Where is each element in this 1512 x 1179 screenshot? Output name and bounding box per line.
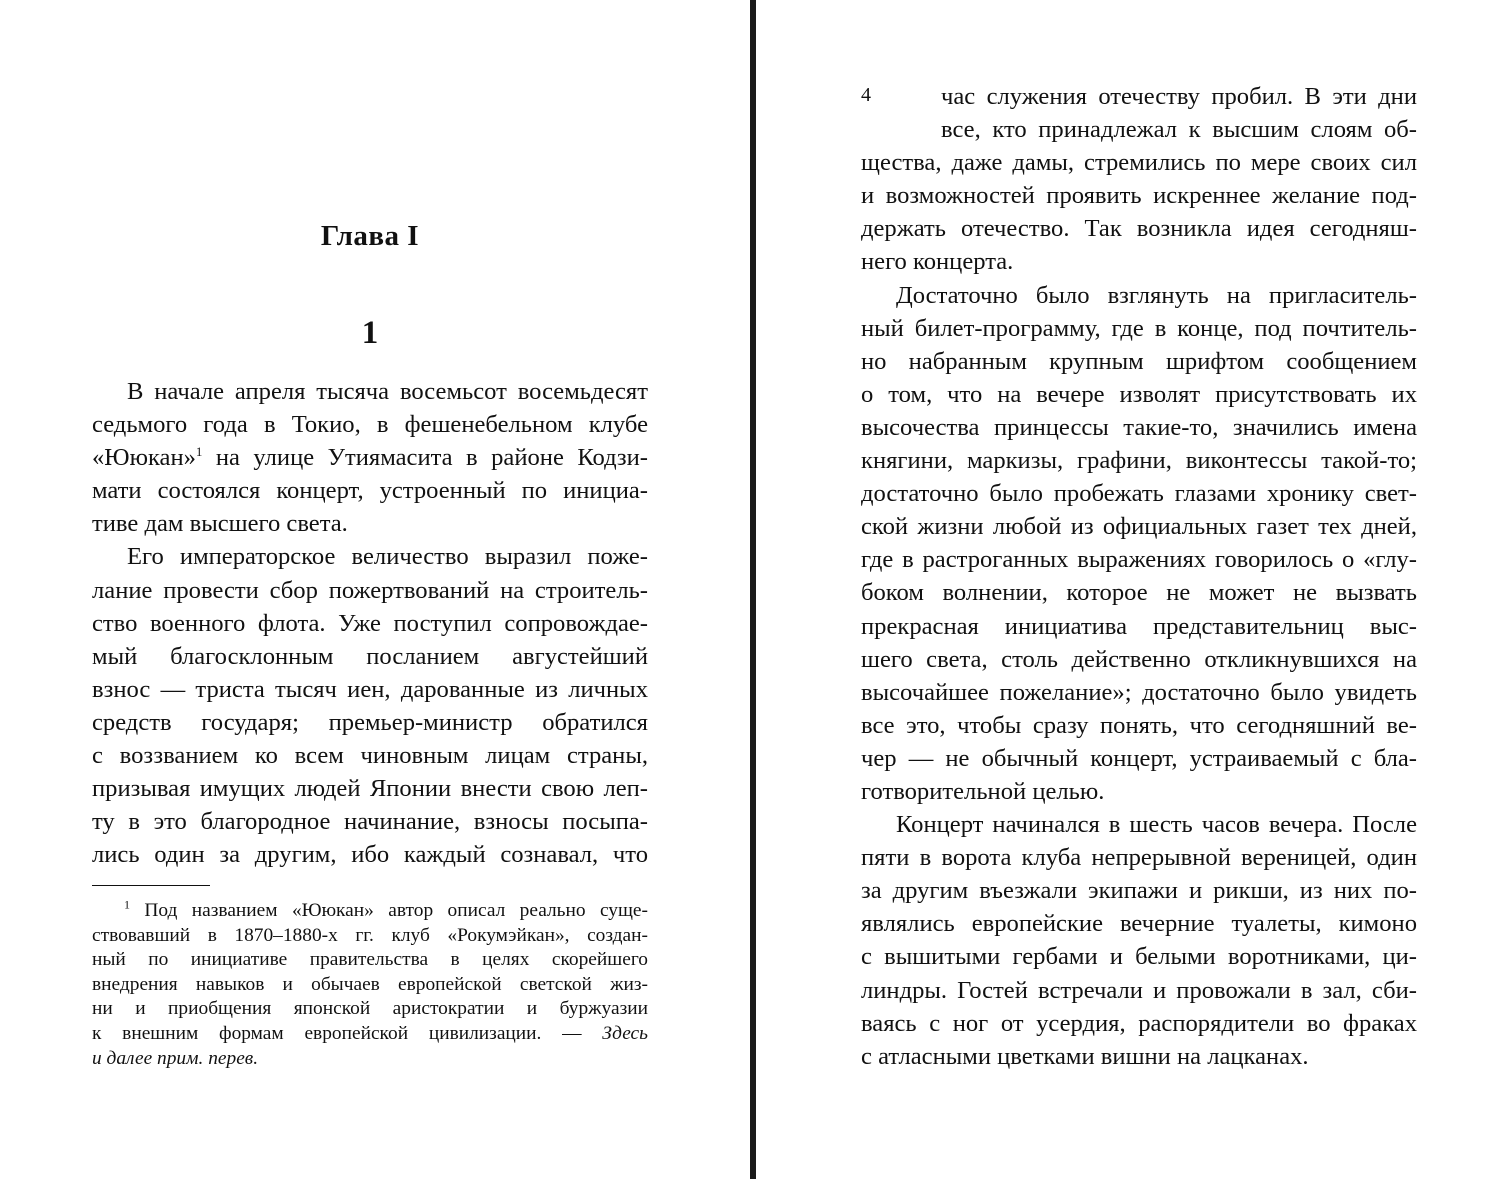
text-line: являлись европейские вечерние туалеты, кимоно [861, 910, 1417, 938]
right-page-body [861, 80, 1417, 1073]
footnote [92, 899, 648, 1071]
text-line: пяти в ворота клуба непрерывной вереницей, один [861, 844, 1417, 872]
left-page-body [92, 375, 648, 871]
right-page [861, 0, 1417, 1179]
text-line: все это, чтобы сразу понять, что сегодняшний ве- [861, 711, 1417, 739]
text-line: где в растроганных выражениях говорилось о «глу- [861, 546, 1417, 574]
text-line: с атласными цветками вишни на лацканах. [861, 1042, 1309, 1070]
text-line: готворительной целью. [861, 777, 1105, 805]
footnote-line: внедрения навыков и обычаев европейской светской жиз- [92, 973, 648, 995]
footnote-italic: Здесь [602, 1022, 648, 1044]
footnote-line: ный по инициативе правительства в целях скорейшего [92, 949, 648, 971]
text-line: Достаточно было взглянуть на пригласитель- [896, 281, 1417, 309]
footnote-line: ни и приобщения японской аристократии и буржуазии [92, 998, 648, 1020]
paragraph-1 [92, 375, 648, 540]
text-line: княгини, маркизы, графини, виконтессы такой-то; [861, 447, 1417, 475]
text-line: В начале апреля тысяча восемьсот восемьдесят [127, 378, 648, 405]
text-line: чер — не обычный концерт, устраиваемый с бла- [861, 744, 1417, 772]
text-line: призывая имущих людей Японии внести свою леп- [92, 775, 648, 803]
footnote-italic: и далее прим. перев. [92, 1047, 259, 1069]
text-line: высочества принцессы такие-то, значились имена [861, 413, 1417, 441]
paragraph-3 [861, 808, 1417, 1073]
text-line-rest: на улице Утиямасита в районе Кодзи- [215, 444, 648, 472]
paragraph-2 [92, 540, 648, 871]
text-line: достаточно было пробежать глазами хронику свет- [861, 480, 1417, 508]
paragraph-1 [861, 80, 1417, 279]
footnote-divider [92, 885, 210, 886]
page-number: 4 [861, 84, 871, 106]
chapter-title: Глава I [320, 220, 420, 252]
footnote-line: $^1$ Под названием «Ююкан» автор описал реально суще- [124, 897, 648, 921]
text-line: лись один за другим, ибо каждый сознавал, что [92, 841, 648, 869]
text-line: взнос — триста тысяч иен, дарованные из личных [92, 675, 648, 703]
text-line: высочайшее пожелание»; достаточно было увидеть [861, 678, 1417, 706]
text-line: мый благосклонным посланием августейший [92, 642, 648, 670]
footnote-number: 1 [124, 897, 130, 912]
text-line: держать отечество. Так возникла идея сегодняш- [861, 215, 1417, 243]
text-line: тиве дам высшего света. [92, 510, 348, 538]
text-line: ской жизни любой из официальных газет тех дней, [861, 513, 1417, 541]
section-number: 1 [361, 315, 379, 351]
footnote-line [92, 1047, 648, 1072]
text-line: средств государя; премьер-министр обратился [92, 708, 648, 736]
text-line: седьмого года в Токио, в фешенебельном клубе [92, 411, 648, 439]
text-line: ство военного флота. Уже поступил сопровождае- [92, 609, 648, 637]
text-line: шего света, столь действенно откликнувшихся на [861, 645, 1417, 673]
paragraph-2 [861, 279, 1417, 809]
text-line: час служения отечеству пробил. В эти дни [941, 83, 1417, 110]
footnote-line: ствовавший в 1870–1880-х гг. клуб «Рокумэйкан», создан- [92, 924, 648, 946]
text-line: и возможностей проявить искреннее желание под- [861, 182, 1417, 210]
text-line: боком волнении, которое не может не вызвать [861, 579, 1417, 607]
text-line: но набранным крупным шрифтом сообщением [861, 347, 1417, 375]
text-line: все, кто принадлежал к высшим слоям об- [941, 116, 1417, 144]
text-line [92, 441, 648, 474]
book-gutter [750, 0, 756, 1179]
club-name: «Ююкан» [92, 444, 196, 472]
text-line: Его императорское величество выразил поже- [127, 543, 648, 571]
text-line: о том, что на вечере изволят присутствовать их [861, 380, 1417, 408]
text-line: щества, даже дамы, стремились по мере своих сил [861, 149, 1417, 177]
text-line: него концерта. [861, 248, 1014, 276]
text-line: Концерт начинался в шесть часов вечера. После [896, 811, 1417, 839]
text-line: мати состоялся концерт, устроенный по инициа- [92, 477, 648, 505]
text-line: ваясь с ног от усердия, распорядители во фраках [861, 1009, 1417, 1037]
text-line: с воззванием ко всем чиновным лицам страны, [92, 742, 648, 770]
text-line: лание провести сбор пожертвований на строитель- [92, 576, 648, 604]
text-line: ный билет-программу, где в конце, под почтитель- [861, 314, 1417, 342]
footnote-line: к внешним формам европейской цивилизации. — Здесь [92, 1022, 648, 1044]
text-line: ту в это благородное начинание, взносы посыпа- [92, 808, 648, 836]
text-line: за другим въезжали экипажи и рикши, из них по- [861, 877, 1417, 905]
text-line: прекрасная инициатива представительниц выс- [861, 612, 1417, 640]
footnote-marker[interactable]: 1 [195, 444, 203, 459]
text-line: с вышитыми гербами и белыми воротниками, ци- [861, 943, 1417, 971]
left-page [92, 0, 648, 1179]
text-line: линдры. Гостей встречали и провожали в зал, сби- [861, 976, 1417, 1004]
